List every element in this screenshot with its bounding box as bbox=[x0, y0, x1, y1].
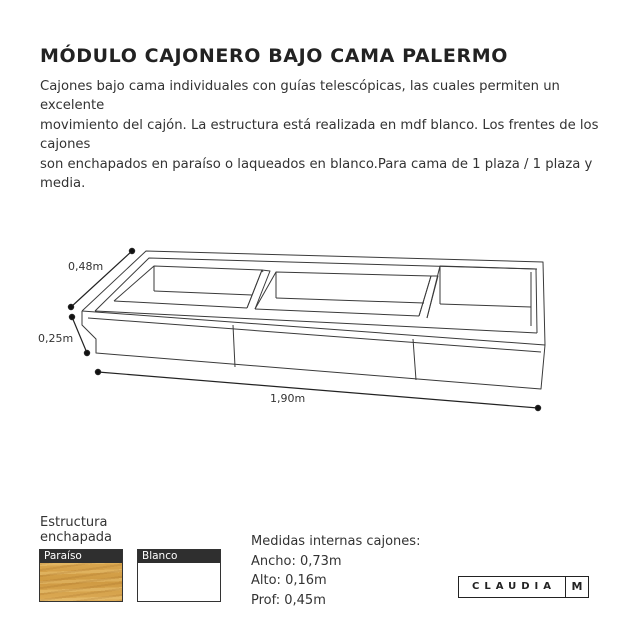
internal-measures-heading: Medidas internas cajones: bbox=[251, 534, 421, 549]
measure-line: Ancho: 0,73m bbox=[251, 553, 342, 569]
brand-name: CLAUDIA bbox=[471, 581, 557, 592]
description-line: movimiento del cajón. La estructura está realizada en mdf blanco. Los frentes de los cajones bbox=[40, 117, 599, 153]
dimension-endpoint bbox=[535, 405, 540, 410]
dimension-endpoint bbox=[69, 314, 74, 319]
structure-label-line: enchapada bbox=[40, 530, 113, 545]
description-line: Cajones bajo cama individuales con guías telescópicas, las cuales permiten un excelente bbox=[40, 79, 560, 114]
structure-label-line: Estructura bbox=[40, 515, 108, 530]
measure-line: Prof: 0,45m bbox=[251, 592, 326, 608]
height-dimension-line bbox=[72, 317, 87, 353]
measure-line: Alto: 0,16m bbox=[251, 573, 327, 589]
dimension-endpoint bbox=[68, 304, 73, 309]
height-label: 0,25m bbox=[38, 332, 74, 345]
internal-measures bbox=[251, 532, 420, 610]
finish-swatch-blanco bbox=[137, 549, 221, 602]
structure-label bbox=[40, 515, 140, 545]
width-dimension-line bbox=[98, 372, 538, 408]
swatch-label: Paraíso bbox=[40, 550, 122, 563]
wood-texture bbox=[40, 563, 122, 601]
page-title: MÓDULO CAJONERO BAJO CAMA PALERMO bbox=[40, 45, 508, 67]
depth-label: 0,48m bbox=[68, 260, 104, 273]
width-label: 1,90m bbox=[270, 392, 306, 405]
brand-mark: M bbox=[565, 577, 588, 597]
dimension-endpoint bbox=[95, 369, 100, 374]
description-line: son enchapados en paraíso o laqueados en blanco.Para cama de 1 plaza / 1 plaza y media. bbox=[40, 156, 593, 192]
dimension-endpoint bbox=[129, 248, 134, 253]
finish-swatch-paraiso bbox=[39, 549, 123, 602]
dimension-endpoint bbox=[84, 350, 89, 355]
brand-logo bbox=[458, 576, 589, 598]
drawer-module-outline bbox=[82, 251, 545, 389]
swatch-label: Blanco bbox=[138, 550, 220, 563]
